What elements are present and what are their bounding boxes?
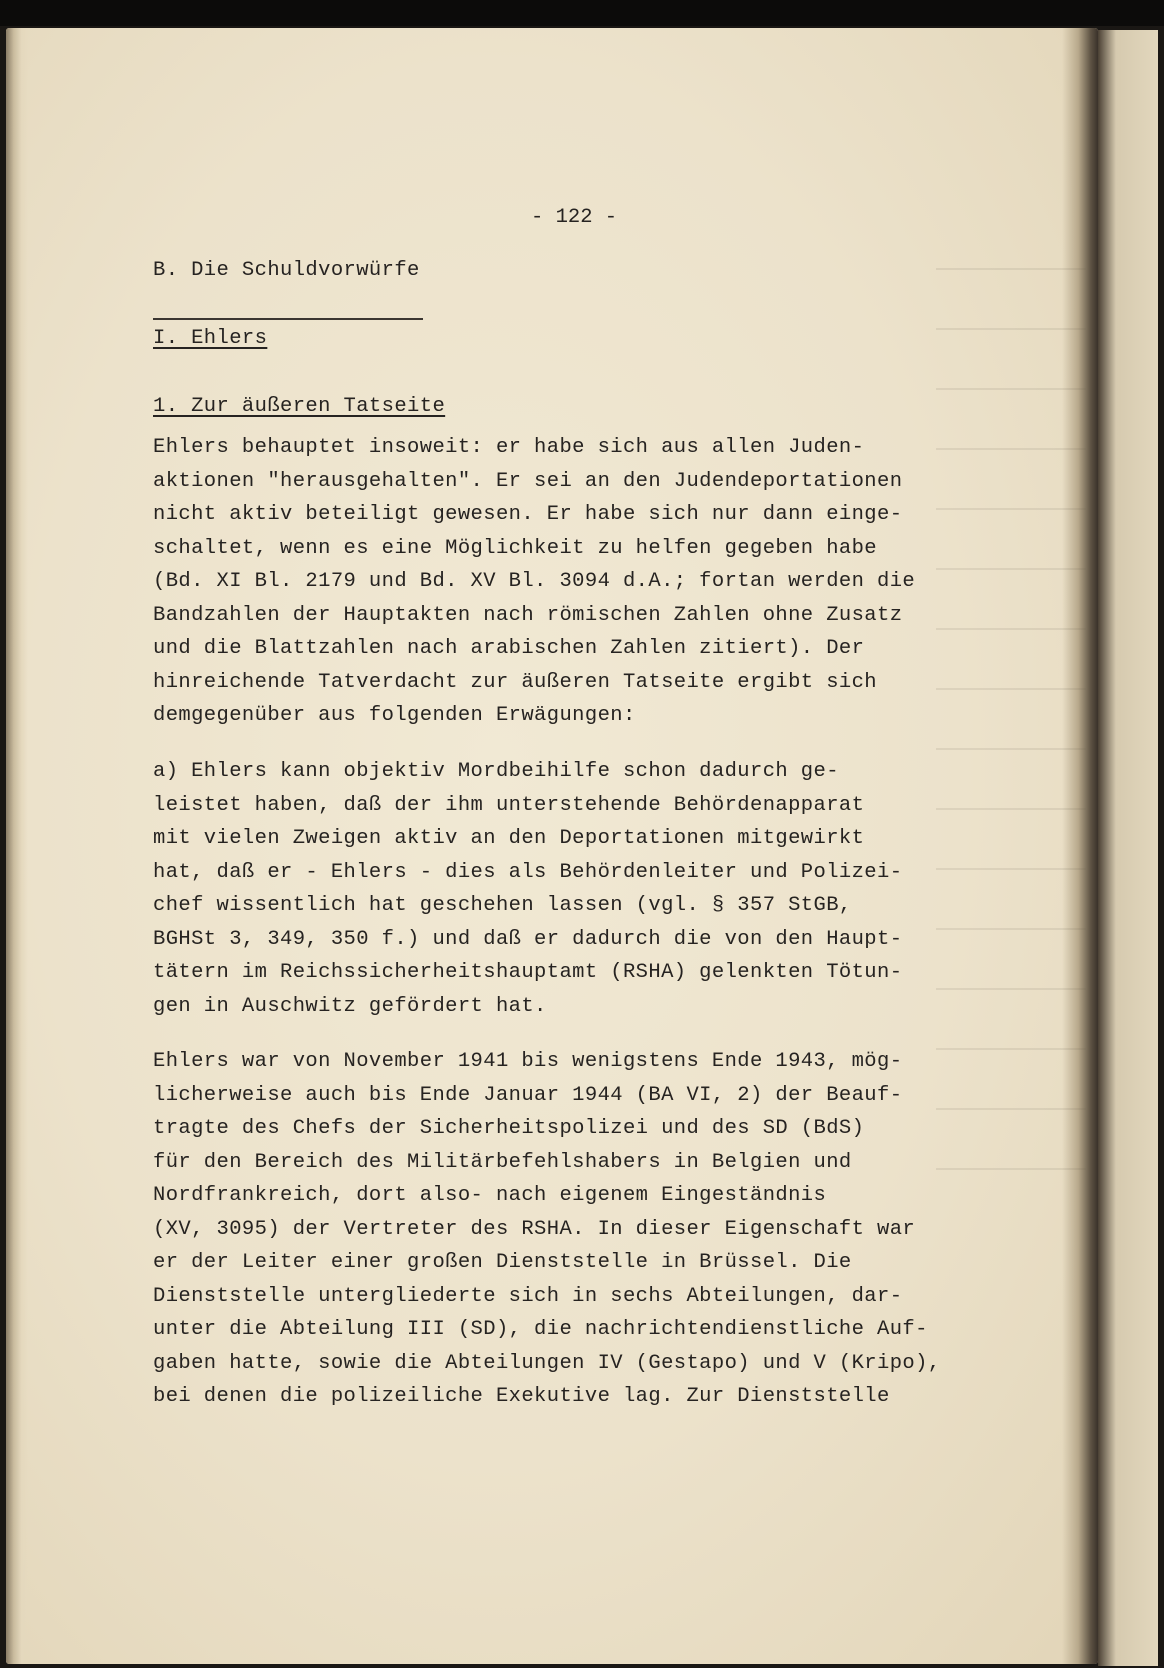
text-line: Dienststelle untergliederte sich in sechs Abteilungen, dar-: [153, 1284, 903, 1308]
bleed-through: [936, 988, 1086, 990]
bleed-through: [936, 328, 1086, 330]
bleed-through: [936, 628, 1086, 630]
page-left-edge: [6, 28, 28, 1664]
text-line: unter die Abteilung III (SD), die nachrichtendienstliche Auf-: [153, 1318, 928, 1341]
bleed-through: [936, 868, 1086, 870]
text-line: licherweise auch bis Ende Januar 1944 (BA VI, 2) der Beauf-: [153, 1083, 903, 1107]
text-line: demgegenüber aus folgenden Erwägungen:: [153, 704, 636, 727]
text-line: (Bd. XI Bl. 2179 und Bd. XV Bl. 3094 d.A.; fortan werden die: [153, 570, 916, 593]
bleed-through: [936, 448, 1086, 450]
next-page-edge: [1098, 30, 1158, 1666]
scan-border-top: [0, 0, 1164, 26]
document-page: [6, 28, 1098, 1664]
text-line: Bandzahlen der Hauptakten nach römischen Zahlen ohne Zusatz: [153, 603, 903, 627]
text-line: gaben hatte, sowie die Abteilungen IV (Gestapo) und V (Kripo),: [153, 1351, 941, 1375]
bleed-through: [936, 1168, 1086, 1170]
section-heading-rule: [153, 318, 423, 320]
page-number: - 122 -: [531, 206, 618, 229]
text-line: nicht aktiv beteiligt gewesen. Er habe sich nur dann einge-: [153, 503, 903, 526]
text-line: hinreichende Tatverdacht zur äußeren Tatseite ergibt sich: [153, 670, 878, 694]
text-line: BGHSt 3, 349, 350 f.) und daß er dadurch die von den Haupt-: [153, 927, 903, 951]
section-heading: B. Die Schuldvorwürfe: [153, 259, 420, 282]
text-line: Nordfrankreich, dort also- nach eigenem Eingeständnis: [153, 1184, 827, 1207]
text-line: (XV, 3095) der Vertreter des RSHA. In dieser Eigenschaft war: [153, 1217, 916, 1241]
bleed-through: [936, 688, 1086, 690]
text-line: chef wissentlich hat geschehen lassen (vgl. § 357 StGB,: [153, 894, 852, 917]
text-line: tätern im Reichssicherheitshauptamt (RSHA) gelenkten Tötun-: [153, 961, 903, 984]
subsection-heading: I. Ehlers: [153, 327, 268, 350]
text-line: und die Blattzahlen nach arabischen Zahlen zitiert). Der: [153, 637, 865, 660]
text-line: leistet haben, daß der ihm unterstehende Behördenapparat: [153, 793, 865, 817]
bleed-through: [936, 1108, 1086, 1110]
text-line: schaltet, wenn es eine Möglichkeit zu helfen gegeben habe: [153, 536, 878, 560]
text-line: tragte des Chefs der Sicherheitspolizei und des SD (BdS): [153, 1117, 865, 1140]
subsubsection-heading: 1. Zur äußeren Tatseite: [153, 395, 446, 418]
bleed-through: [936, 568, 1086, 570]
bleed-through: [936, 268, 1086, 270]
bleed-through: [936, 928, 1086, 930]
text-line: gen in Auschwitz gefördert hat.: [153, 994, 547, 1018]
text-line: er der Leiter einer großen Dienststelle in Brüssel. Die: [153, 1251, 852, 1274]
bleed-through: [936, 388, 1086, 390]
text-line: hat, daß er - Ehlers - dies als Behördenleiter und Polizei-: [153, 860, 903, 884]
text-line: aktionen "herausgehalten". Er sei an den Judendeportationen: [153, 469, 903, 493]
text-line: a) Ehlers kann objektiv Mordbeihilfe schon dadurch ge-: [153, 760, 839, 783]
bleed-through: [936, 1048, 1086, 1050]
text-line: für den Bereich des Militärbefehlshabers in Belgien und: [153, 1150, 852, 1174]
text-line: Ehlers behauptet insoweit: er habe sich aus allen Juden-: [153, 436, 865, 459]
text-line: Ehlers war von November 1941 bis wenigstens Ende 1943, mög-: [153, 1050, 903, 1073]
page-gutter-shadow: [1062, 28, 1098, 1664]
bleed-through: [936, 748, 1086, 750]
bleed-through: [936, 508, 1086, 510]
text-line: bei denen die polizeiliche Exekutive lag. Zur Dienststelle: [153, 1385, 890, 1408]
text-line: mit vielen Zweigen aktiv an den Deportationen mitgewirkt: [153, 827, 865, 850]
bleed-through: [936, 808, 1086, 810]
